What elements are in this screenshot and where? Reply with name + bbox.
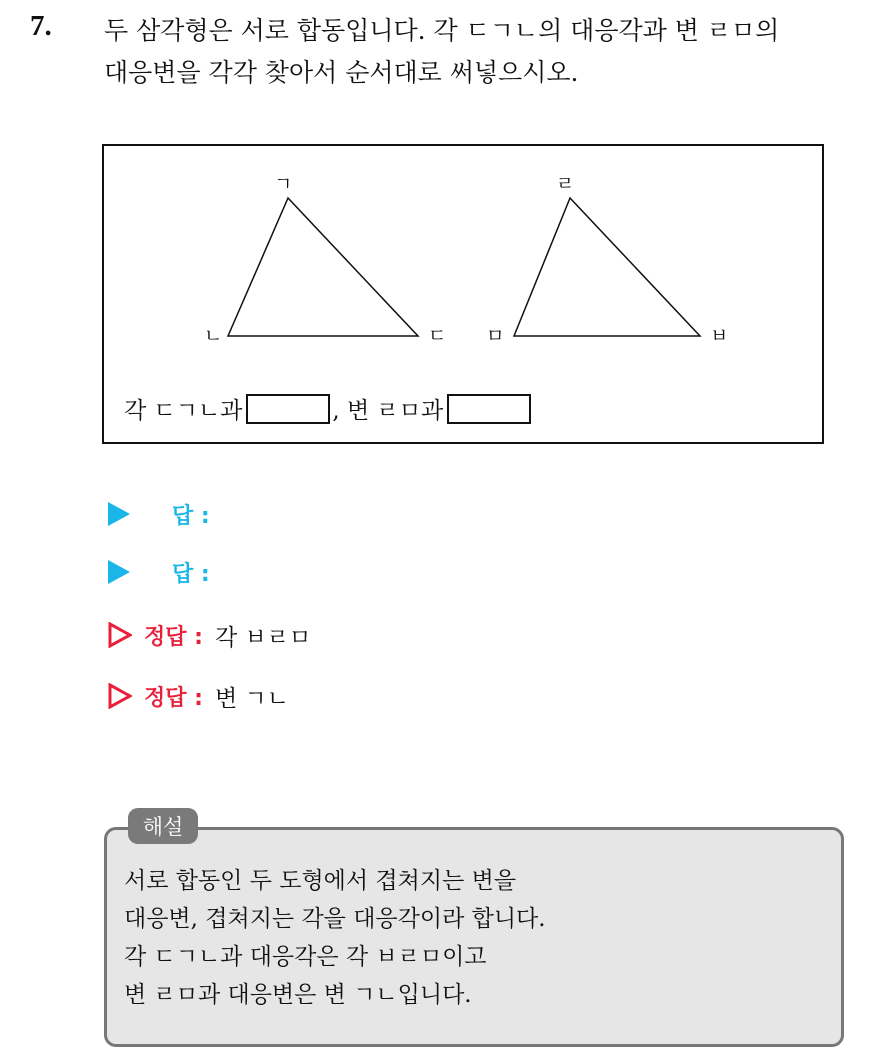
explanation-line-2: 대응변, 겹쳐지는 각을 대응각이라 합니다. bbox=[124, 906, 546, 932]
explanation-line-3: 각 ㄷㄱㄴ과 대응각은 각 ㅂㄹㅁ이고 bbox=[124, 944, 487, 970]
answer-row-2 bbox=[108, 552, 222, 592]
explanation-text bbox=[124, 862, 824, 1014]
question-line-2: 대응변을 각각 찾아서 순서대로 써넣으시오. bbox=[104, 58, 579, 87]
explanation-line-1: 서로 합동인 두 도형에서 겹쳐지는 변을 bbox=[124, 868, 517, 894]
fill-middle: , 변 ㄹㅁ과 bbox=[332, 398, 444, 424]
triangle-2-vertex-left: ㅁ bbox=[486, 325, 505, 347]
correct-label: 정답 : bbox=[144, 685, 203, 711]
triangle-2-vertex-top: ㄹ bbox=[556, 173, 575, 195]
answer-row-1 bbox=[108, 494, 222, 534]
answer-label: 답 : bbox=[172, 561, 210, 587]
triangle-1-vertex-left: ㄴ bbox=[204, 325, 223, 347]
triangle-1-vertex-right: ㄷ bbox=[428, 325, 447, 347]
explanation-tag: 해설 bbox=[128, 808, 198, 844]
question-text bbox=[104, 10, 874, 94]
outline-triangle-icon bbox=[108, 683, 132, 709]
question-line-1: 두 삼각형은 서로 합동입니다. 각 ㄷㄱㄴ의 대응각과 변 ㄹㅁ의 bbox=[104, 16, 780, 45]
correct-row-2 bbox=[108, 676, 289, 716]
triangle-2-vertex-right: ㅂ bbox=[710, 325, 729, 347]
correct-row-1 bbox=[108, 615, 311, 655]
answer-label: 답 : bbox=[172, 503, 210, 529]
correct-label: 정답 : bbox=[144, 624, 203, 650]
triangle-2 bbox=[514, 198, 700, 336]
answer-blank-2[interactable] bbox=[447, 394, 531, 424]
question-number: 7. bbox=[30, 10, 52, 42]
answer-blank-1[interactable] bbox=[246, 394, 330, 424]
outline-triangle-icon bbox=[108, 622, 132, 648]
correct-value: 각 ㅂㄹㅁ bbox=[214, 624, 312, 651]
triangle-1 bbox=[228, 198, 418, 336]
play-triangle-icon bbox=[108, 560, 130, 584]
fill-in-line bbox=[124, 392, 533, 425]
explanation-line-4: 변 ㄹㅁ과 대응변은 변 ㄱㄴ입니다. bbox=[124, 982, 472, 1008]
figure-box bbox=[102, 144, 824, 444]
fill-prefix: 각 ㄷㄱㄴ과 bbox=[124, 398, 243, 424]
play-triangle-icon bbox=[108, 502, 130, 526]
triangle-1-vertex-top: ㄱ bbox=[274, 173, 293, 195]
correct-value: 변 ㄱㄴ bbox=[214, 685, 289, 712]
